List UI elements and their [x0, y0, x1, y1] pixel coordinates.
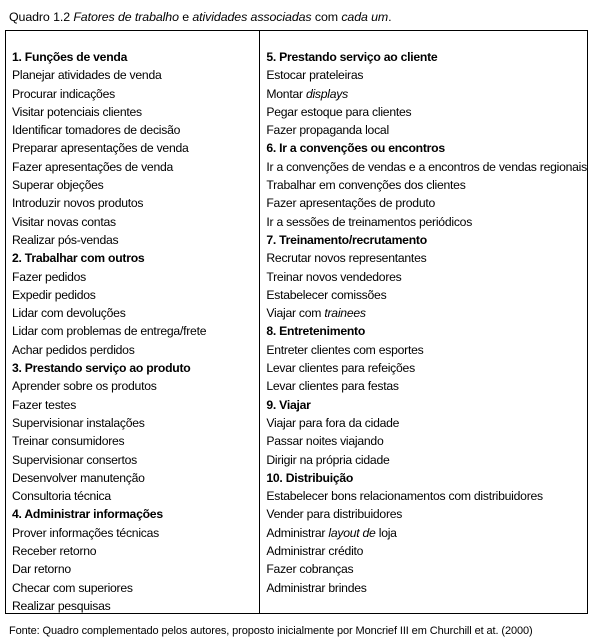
line-text: Viajar com — [266, 306, 325, 321]
activity-item — [12, 560, 259, 578]
activity-item — [12, 414, 259, 432]
line-text: 5. Prestando serviço ao cliente — [266, 50, 438, 64]
caption-number: Quadro 1.2 — [9, 10, 74, 24]
line-text: Trabalhar em convenções dos clientes — [266, 178, 466, 193]
caption-period: . — [388, 10, 392, 24]
table-caption — [9, 10, 392, 24]
line-text: Estabelecer comissões — [266, 287, 387, 302]
line-text: Estabelecer bons relacionamentos com distribuidores — [266, 489, 543, 504]
left-column — [6, 31, 260, 613]
line-text: Introduzir novos produtos — [12, 196, 144, 211]
activity-item — [12, 377, 259, 395]
activity-item — [12, 231, 259, 249]
activity-item — [12, 194, 259, 212]
line-text: Visitar potenciais clientes — [12, 104, 142, 119]
line-text: Superar objeções — [12, 178, 104, 193]
activity-item — [266, 304, 587, 322]
line-italic-term: layout de — [328, 525, 376, 540]
section-heading — [12, 48, 259, 66]
activity-item — [12, 432, 259, 450]
line-text: Fazer apresentações de venda — [12, 159, 174, 174]
caption-connector: e — [178, 10, 193, 24]
line-text: Estocar prateleiras — [266, 68, 364, 83]
activity-item — [266, 505, 587, 523]
line-text: Lidar com problemas de entrega/frete — [12, 324, 207, 339]
line-text: 8. Entretenimento — [266, 324, 366, 339]
activity-item — [266, 432, 587, 450]
activity-item — [266, 121, 587, 139]
line-text: 4. Administrar informações — [12, 507, 163, 522]
activity-item — [12, 121, 259, 139]
line-text: Recrutar novos representantes — [266, 251, 427, 266]
line-text: Levar clientes para refeições — [266, 361, 415, 376]
activity-item — [266, 66, 587, 84]
line-text: Prover informações técnicas — [12, 525, 160, 540]
activity-item — [12, 139, 259, 157]
line-text: Realizar pós-vendas — [12, 232, 119, 247]
line-text: Ir a sessões de treinamentos periódicos — [266, 214, 473, 229]
activity-item — [12, 268, 259, 286]
activity-item — [12, 304, 259, 322]
activity-item — [266, 268, 587, 286]
caption-italic-activities: atividades associadas — [192, 10, 312, 24]
line-text: 1. Funções de venda — [12, 50, 128, 64]
activity-item — [266, 524, 587, 542]
activity-item — [266, 213, 587, 231]
activity-item — [266, 176, 587, 194]
line-text: Supervisionar consertos — [12, 452, 137, 467]
line-text: Fazer apresentações de produto — [266, 196, 436, 211]
activity-item — [12, 213, 259, 231]
section-heading — [266, 231, 587, 249]
line-text: Identificar tomadores de decisão — [12, 123, 181, 138]
activity-item — [266, 579, 587, 597]
line-text: Receber retorno — [12, 544, 97, 559]
section-heading — [266, 322, 587, 340]
line-text: Checar com superiores — [12, 580, 133, 595]
activity-item — [266, 359, 587, 377]
activity-item — [12, 322, 259, 340]
line-text: Passar noites viajando — [266, 434, 384, 449]
line-text: Fazer propaganda local — [266, 123, 389, 138]
line-text: Fazer cobranças — [266, 562, 354, 577]
line-italic-term: displays — [305, 86, 348, 101]
line-text: Montar — [266, 86, 306, 101]
activity-item — [12, 158, 259, 176]
line-text: Administrar — [266, 525, 329, 540]
caption-connector-2: com — [311, 10, 342, 24]
line-text: Supervisionar instalações — [12, 415, 145, 430]
section-heading — [12, 249, 259, 267]
activity-item — [12, 487, 259, 505]
activity-item — [12, 597, 259, 615]
line-text: Dirigir na própria cidade — [266, 452, 390, 467]
source-note: Fonte: Quadro complementado pelos autores, proposto inicialmente por Moncrief III em Churchill et at. (2000) — [9, 625, 533, 637]
right-column — [260, 31, 587, 613]
line-text: Dar retorno — [12, 562, 71, 577]
line-text: Visitar novas contas — [12, 214, 116, 229]
line-text: Treinar consumidores — [12, 434, 125, 449]
activity-item — [266, 85, 587, 103]
line-text: Consultoria técnica — [12, 489, 111, 504]
activity-item — [12, 85, 259, 103]
line-text: Expedir pedidos — [12, 287, 96, 302]
activities-table — [5, 30, 588, 614]
line-text: Treinar novos vendedores — [266, 269, 402, 284]
line-italic-term: trainees — [324, 306, 366, 321]
activity-item — [12, 469, 259, 487]
section-heading — [12, 505, 259, 523]
section-heading — [12, 359, 259, 377]
activity-item — [266, 158, 587, 176]
line-text: Aprender sobre os produtos — [12, 379, 157, 394]
activity-item — [12, 579, 259, 597]
activity-item — [12, 542, 259, 560]
line-text: Administrar brindes — [266, 580, 367, 595]
line-text: Fazer testes — [12, 397, 77, 412]
caption-italic-factors: Fatores de trabalho — [73, 10, 179, 24]
section-heading — [266, 48, 587, 66]
line-text: Levar clientes para festas — [266, 379, 399, 394]
line-text-after: loja — [375, 525, 397, 540]
section-heading — [266, 139, 587, 157]
activity-item — [12, 451, 259, 469]
line-text: 2. Trabalhar com outros — [12, 251, 145, 266]
activity-item — [266, 249, 587, 267]
activity-item — [12, 524, 259, 542]
activity-item — [12, 396, 259, 414]
activity-item — [12, 341, 259, 359]
section-heading — [266, 396, 587, 414]
activity-item — [12, 286, 259, 304]
line-text: Achar pedidos perdidos — [12, 342, 135, 357]
line-text: Vender para distribuidores — [266, 507, 403, 522]
caption-italic-each: cada um — [341, 10, 389, 24]
line-text: 3. Prestando serviço ao produto — [12, 361, 191, 376]
line-text: Ir a convenções de vendas e a encontros de vendas regionais — [266, 159, 587, 174]
line-text: Planejar atividades de venda — [12, 68, 162, 83]
line-text: Lidar com devoluções — [12, 306, 126, 321]
line-text: Pegar estoque para clientes — [266, 104, 412, 119]
line-text: 9. Viajar — [266, 397, 311, 412]
line-text: 7. Treinamento/recrutamento — [266, 232, 427, 247]
line-text: Entreter clientes com esportes — [266, 342, 424, 357]
line-text: 6. Ir a convenções ou encontros — [266, 141, 445, 156]
section-heading — [266, 469, 587, 487]
line-text: Administrar crédito — [266, 544, 364, 559]
activity-item — [12, 103, 259, 121]
line-text: 10. Distribuição — [266, 470, 354, 485]
line-text: Preparar apresentações de venda — [12, 141, 189, 156]
activity-item — [266, 103, 587, 121]
activity-item — [266, 341, 587, 359]
activity-item — [266, 414, 587, 432]
activity-item — [266, 377, 587, 395]
line-text: Fazer pedidos — [12, 269, 86, 284]
line-text: Viajar para fora da cidade — [266, 415, 400, 430]
activity-item — [12, 176, 259, 194]
activity-item — [266, 286, 587, 304]
line-text: Desenvolver manutenção — [12, 470, 145, 485]
activity-item — [266, 560, 587, 578]
activity-item — [266, 194, 587, 212]
line-text: Procurar indicações — [12, 86, 115, 101]
activity-item — [266, 487, 587, 505]
activity-item — [266, 542, 587, 560]
activity-item — [266, 451, 587, 469]
activity-item — [12, 66, 259, 84]
line-text: Realizar pesquisas — [12, 598, 111, 613]
